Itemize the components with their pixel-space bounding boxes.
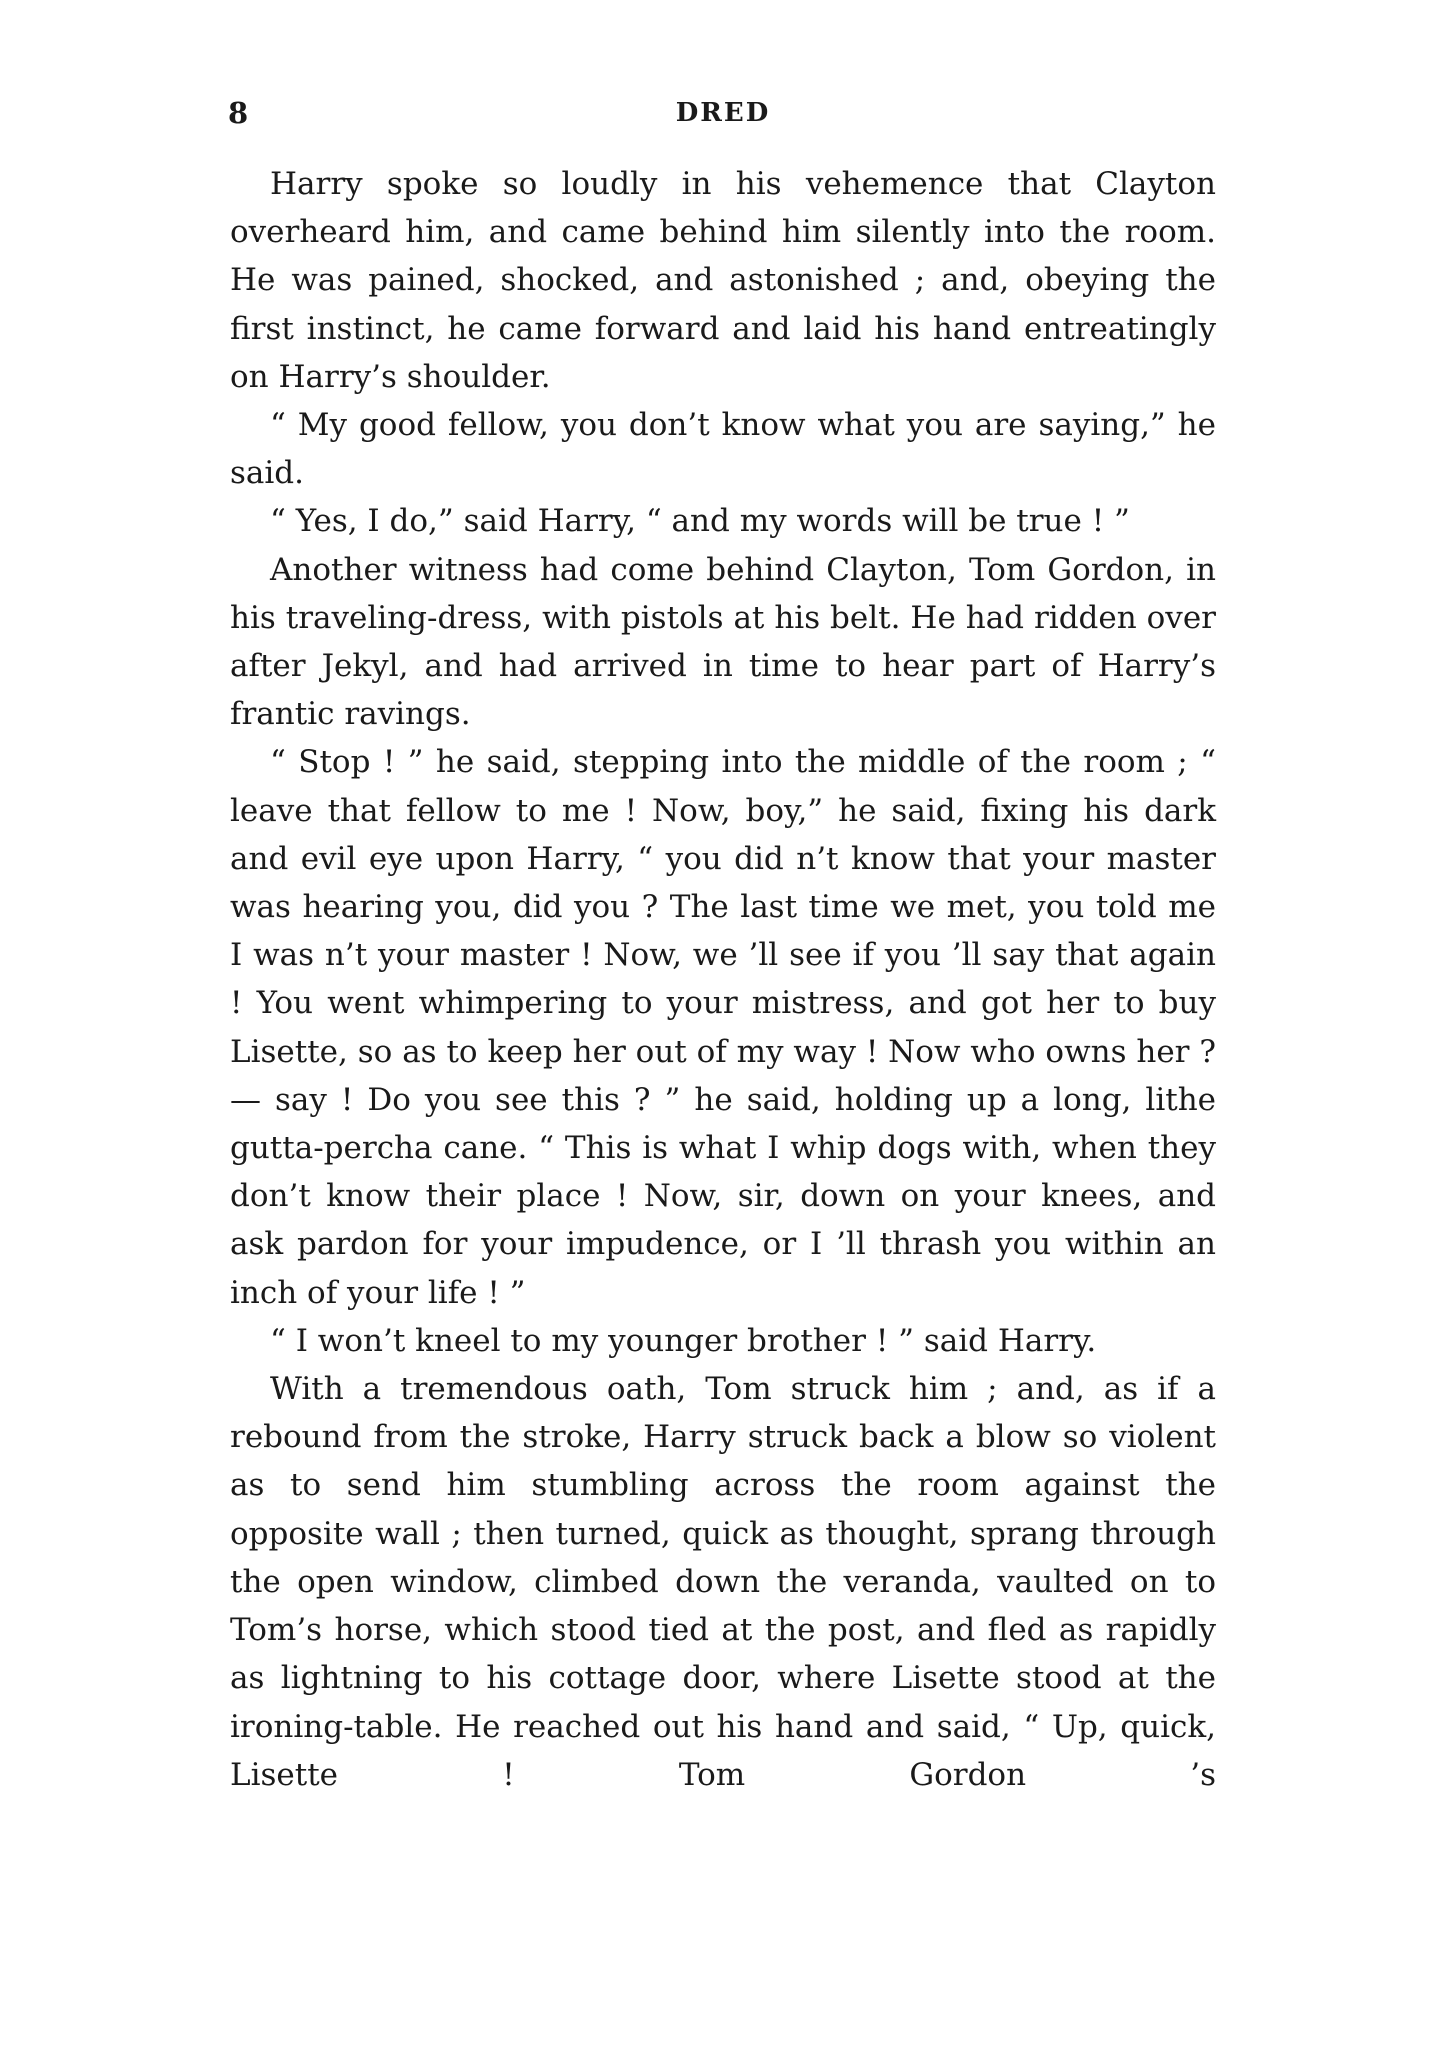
paragraph-4: Another witness had come behind Clayton, Tom Gordon, in his traveling-dress, with pistols at his belt. He had ridden over after Jekyl, and had arrived in time to hear part of Harry’s frantic ravings. bbox=[230, 551, 1216, 733]
paragraph-7: With a tremendous oath, Tom struck him ; and, as if a rebound from the stroke, Harry struck back a blow so violent as to send him stumbling across the room against the opposite wall ; then turned, quick as thought, sprang through the open window, climbed down the veranda, vaulted on to Tom’s horse, which stood tied at the post, and fled as rapidly as lightning to his cottage door, where Lisette stood at the ironing-table. He reached out his hand and said, “ Up, quick, Lisette ! Tom Gordon ’s bbox=[230, 1371, 1216, 1793]
paragraph-3: “ Yes, I do,” said Harry, “ and my words will be true ! ” bbox=[270, 503, 1130, 540]
running-title: DRED bbox=[675, 98, 771, 128]
paragraph-1: Harry spoke so loudly in his vehemence that Clayton overheard him, and came behind him silently into the room. He was pained, shocked, and astonished ; and, obeying the first instinct, he came forward and laid his hand entreatingly on Harry’s shoulder. bbox=[230, 166, 1216, 395]
paragraph-5: “ Stop ! ” he said, stepping into the middle of the room ; “ leave that fellow to me ! Now, boy,” he said, fixing his dark and evil eye upon Harry, “ you did n’t know that your master was hearing you, did you ? The last time we met, you told me I was n’t your master ! Now, we ’ll see if you ’ll say that again ! You went whimpering to your mistress, and got her to buy Lisette, so as to keep her out of my way ! Now who owns her ? — say ! Do you see this ? ” he said, holding up a long, lithe gutta-percha cane. “ This is what I whip dogs with, when they don’t know their place ! Now, sir, down on your knees, and ask pardon for your impudence, or I ’ll thrash you within an inch of your life ! ” bbox=[230, 744, 1216, 1311]
body-text bbox=[230, 160, 1216, 1799]
running-head bbox=[228, 96, 1218, 136]
paragraph-6: “ I won’t kneel to my younger brother ! ” said Harry. bbox=[270, 1322, 1097, 1359]
paragraph-2: “ My good fellow, you don’t know what you are saying,” he said. bbox=[230, 407, 1216, 492]
page-number: 8 bbox=[228, 96, 249, 130]
